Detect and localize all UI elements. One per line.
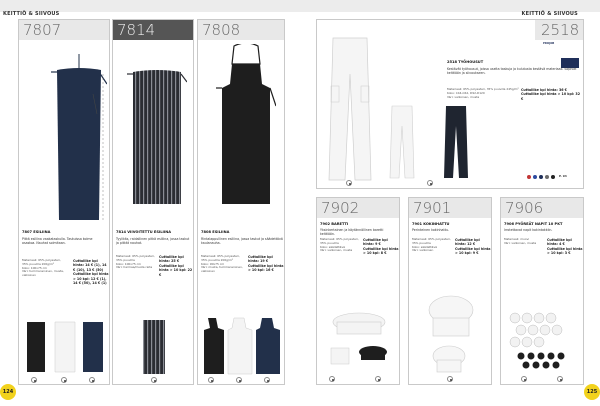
color-dot-icon — [151, 377, 157, 383]
product-spec: Materiaali: 65% polyesteri, 35% puuvilla 200g/m² Koko: 90x75 cm Väri: musta, tummansininen, valkoinen — [201, 254, 243, 274]
product-title: 7901 KOKINHATTU — [412, 222, 450, 226]
product-price: Cuttaliike kpl hinta: 9 € Cuttaliike kpl hinta > 10 kpl: 8 € — [363, 238, 399, 256]
brand-badge: PROJOB — [543, 42, 555, 45]
bib-apron-image — [216, 44, 276, 214]
color-dot-icon — [236, 377, 242, 383]
product-code: 7807 — [23, 21, 62, 39]
color-swatch-icon — [551, 175, 555, 179]
product-description: Rintalappullinen esiliina, jossa taskut ja säädettävä kaulanauha. — [201, 237, 283, 246]
white-trousers-image — [325, 34, 375, 184]
card-7814 — [112, 19, 194, 385]
apron-variant-image — [139, 316, 169, 378]
product-code: 7906 — [505, 199, 544, 217]
color-dot-icon — [31, 377, 37, 383]
color-dot-icon — [264, 377, 270, 383]
product-description: Kestävät työhousut, joissa useita taskuja ja kulutusta kestävä materiaali. Sopivat keittiöön ja siivoukseen. — [447, 67, 577, 76]
card-7906 — [500, 197, 584, 385]
code-bar — [317, 198, 399, 218]
right-header: KEITTIÖ & SIIVOUS — [300, 0, 600, 12]
page-number: 125 — [584, 384, 600, 400]
product-price: Cuttaliike kpl hinta: 19 € Cuttaliike kpl hinta > 10 kpl: 16 € — [248, 255, 284, 273]
striped-apron-image — [127, 58, 187, 208]
product-price: Cuttaliike kpl hinta: 25 € Cuttaliike kpl hinta > 10 kpl: 22 € — [159, 255, 193, 277]
product-spec: Materiaali: 65% polyesteri, 35% puuvilla 245g/m² Koko: C44-C62, D92-D120 Väri: valkoinen, musta — [447, 87, 519, 99]
product-description: Irrotettavat napit kokintakkiin. — [504, 228, 553, 232]
right-page — [300, 0, 600, 406]
product-title: 7814 VIIVOITETTU ESILIINA — [116, 230, 172, 234]
product-spec: Materiaali: 65% polyesteri, 35% puuvilla Koko: 100x75 cm Väri: harmaa/musta raita — [116, 254, 155, 270]
color-variants-image — [202, 312, 284, 378]
product-spec: Materiaali: 65% polyesteri, 35% puuvilla 200g/m² Koko: 100x75 cm Väri: tummansininen, musta, valkoinen — [22, 258, 64, 278]
product-code: 7814 — [117, 21, 156, 39]
code-bar — [535, 20, 583, 40]
product-spec: Materiaali: muovi Väri: valkoinen, musta — [504, 237, 537, 245]
product-code: 2518 — [541, 21, 580, 39]
product-description: Tyylikäs, raidallinen pitkä esiliina, jossa taskut ja pitkät nauhat. — [116, 237, 190, 246]
product-title: 7906 PYÖREÄT NAPIT 10 PKT — [504, 222, 563, 226]
color-dot-icon — [346, 180, 352, 186]
page-reference: P. 94 — [559, 174, 567, 178]
code-bar — [501, 198, 583, 218]
card-7901 — [408, 197, 492, 385]
product-price: Cuttaliike kpl hinta: 4 € Cuttaliike kpl hinta > 10 kpl: 3 € — [547, 238, 583, 256]
code-bar — [113, 20, 193, 40]
product-code: 7902 — [321, 199, 360, 217]
card-7902 — [316, 197, 400, 385]
product-spec: Materiaali: 65% polyesteri, 35% puuvilla Koko: säädettävä Väri: valkoinen — [412, 237, 451, 253]
code-bar — [19, 20, 109, 40]
product-title: 2518 TYÖHOUSUT — [447, 60, 484, 64]
product-description: Pitkä esiliina vaakataskulla. Taskuissa kolme osastoa. Nauhat solmitaan. — [22, 237, 93, 246]
product-price: Cuttaliike kpl hinta: 36 € Cuttaliike kpl hinta > 10 kpl: 32 € — [521, 88, 581, 101]
color-dot-icon — [329, 376, 335, 382]
product-code: 7901 — [413, 199, 452, 217]
buttons-image — [507, 310, 579, 374]
chef-hat-image — [423, 294, 479, 378]
product-spec: Materiaali: 65% polyesteri, 35% puuvilla Koko: säädettävä Väri: valkoinen, musta — [320, 237, 359, 253]
white-trousers-back-image — [387, 104, 417, 180]
color-dot-icon — [61, 377, 67, 383]
beret-image — [327, 308, 391, 378]
color-swatch-icon — [545, 175, 549, 179]
color-dot-icon — [208, 377, 214, 383]
product-title: 7808 ESILIINA — [201, 230, 230, 234]
color-dot-icon — [375, 376, 381, 382]
product-description: Perinteinen kokinhattu. — [412, 228, 450, 232]
color-dot-icon — [427, 180, 433, 186]
apron-image — [47, 44, 107, 224]
color-dot-icon — [89, 377, 95, 383]
product-code: 7808 — [202, 21, 241, 39]
card-7807 — [18, 19, 110, 385]
color-dot-icon — [447, 376, 453, 382]
left-header: KEITTIÖ & SIIVOUS — [0, 0, 300, 12]
card-7808 — [197, 19, 285, 385]
color-dot-icon — [557, 376, 563, 382]
color-dot-icon — [521, 376, 527, 382]
color-swatch-icon — [533, 175, 537, 179]
color-swatch-icon — [527, 175, 531, 179]
product-title: 7807 ESILIINA — [22, 230, 51, 234]
color-swatch-icon — [539, 175, 543, 179]
product-price: Cuttaliike kpl hinta: 14 € (1), 14 € (10), 13 € (50) Cuttaliike kpl hinta > 10 kpl: 12 € (1), 14 € (50), 14 € (1) — [73, 259, 109, 286]
color-variants-image — [23, 316, 109, 378]
code-bar — [198, 20, 284, 40]
product-description: Yksinkertainen ja käytännöllinen baretti keittiöön. — [320, 228, 384, 237]
product-price: Cuttaliike kpl hinta: 12 € Cuttaliike kpl hinta > 10 kpl: 9 € — [455, 238, 491, 256]
card-2518 — [316, 19, 584, 189]
page-number: 124 — [0, 384, 16, 400]
black-trousers-image — [441, 104, 471, 180]
product-title: 7902 BARETTI — [320, 222, 349, 226]
code-bar — [409, 198, 491, 218]
